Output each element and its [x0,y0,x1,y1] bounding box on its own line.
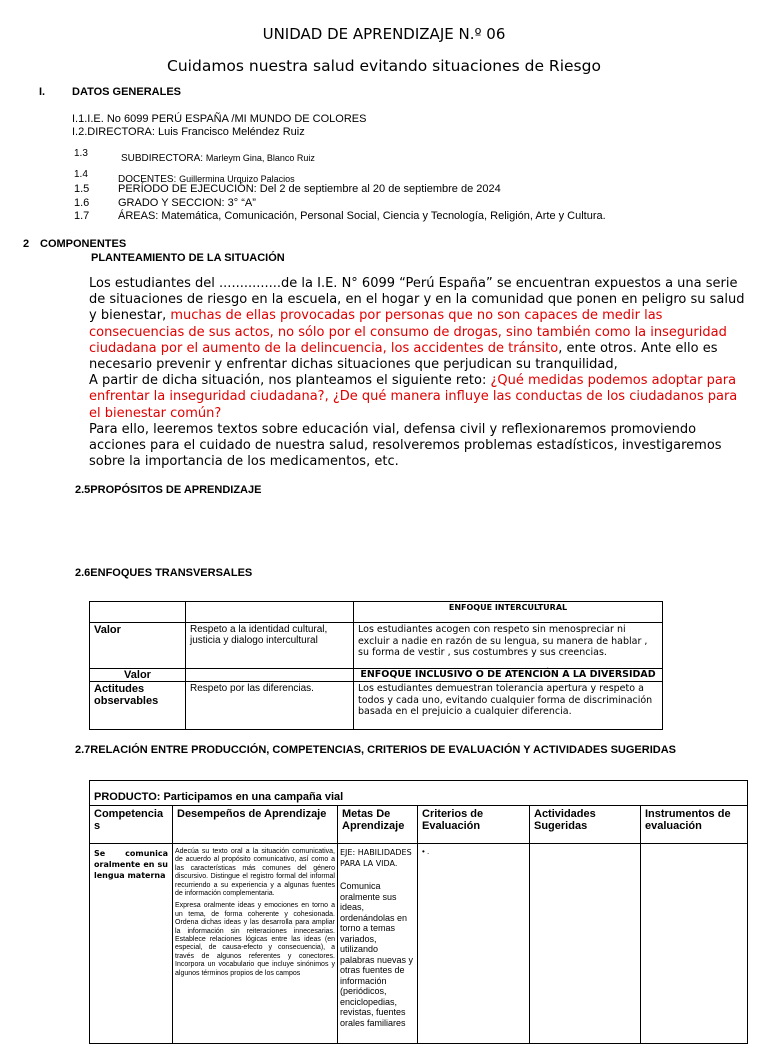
unit-subtitle: Cuidamos nuestra salud evitando situaciones de Riesgo [167,57,601,75]
situation-paragraph [89,276,749,470]
section-num: 2.7 [75,744,91,756]
valor-label: Valor [90,623,186,669]
para-text: A partir de dicha situación, nos planteamos el siguiente reto: [89,373,491,389]
column-header: Actividades Sugeridas [530,806,641,844]
instrumentos-cell [641,844,748,1044]
section-2-heading: COMPONENTES [40,238,127,250]
section-title: RELACIÓN ENTRE PRODUCCIÓN, COMPETENCIAS, CRITERIOS DE EVALUACIÓN Y ACTIVIDADES SUGERIDAS [90,744,676,756]
enfoque-inclusivo-header: ENFOQUE INCLUSIVO O DE ATENCIÓN A LA DIVERSIDAD [354,669,663,682]
table-cell [90,602,186,623]
actividades-cell [530,844,641,1044]
datos-item-6-num: 1.6 [74,197,90,209]
section-2-5-heading [75,484,261,496]
section-2-6-heading [75,567,252,579]
datos-item-text: Guillermina Urquizo Palacios [179,174,295,184]
datos-item-num: I.1. [72,113,88,125]
section-title: ENFOQUES TRANSVERSALES [90,567,253,579]
section-1-number: I. [39,86,46,98]
datos-item-4-num: 1.4 [74,169,88,180]
datos-item-7: ÁREAS: Matemática, Comunicación, Personal Social, Ciencia y Tecnología, Religión, Arte y Cultura. [118,210,606,222]
actitudes-label: Actitudes observables [90,682,186,730]
column-header: Metas De Aprendizaje [338,806,418,844]
datos-item-text: I.E. No 6099 PERÚ ESPAÑA /MI MUNDO DE COLORES [87,113,367,125]
datos-item-label: DOCENTES: [118,174,180,185]
challenge-question: ¿Qué medidas podemos adoptar para enfrentar la inseguridad ciudadana?, ¿De qué manera influye las conductas de los ciudadanos para el bienestar común? [89,373,738,421]
para-text: , ente otros. Ante ello es necesario prevenir y enfrentar dichas situaciones que perjudican su tranquilidad, [89,340,718,373]
unit-title: UNIDAD DE APRENDIZAJE N.º 06 [262,25,506,43]
table-row [90,806,748,844]
datos-item-label: SUBDIRECTORA: [121,153,206,164]
column-header: Instrumentos de evaluación [641,806,748,844]
section-1-heading: DATOS GENERALES [72,86,181,98]
datos-item-1 [72,113,366,125]
desempeno-text: Expresa oralmente ideas y emociones en torno a un tema, de forma coherente y cohesionada. Ordena dichas ideas y las desarrolla para ampliar la información sin reiteraciones innecesarias. Establece relaciones lógicas entre las ideas (en especial, de causa-efecto y consecuencia), a través de algunos referentes y conectores. Incorpora un vocabulario que incluye sinónimos y algunos términos propios de los campos [175,902,335,977]
table-row [90,781,748,806]
datos-item-6: GRADO Y SECCION: 3° “A” [118,197,256,209]
table-row [90,602,663,623]
datos-item-5: PERÍODO DE EJECUCIÓN: Del 2 de septiembre al 20 de septiembre de 2024 [118,183,501,195]
datos-item-text: DIRECTORA: Luis Francisco Meléndez Ruiz [87,126,305,138]
situation-heading: PLANTEAMIENTO DE LA SITUACIÓN [91,252,285,264]
enfoque-intercultural-header: ENFOQUE INTERCULTURAL [354,602,663,623]
criterios-cell: • . [418,844,530,1044]
column-header: Desempeños de Aprendizaje [173,806,338,844]
table-row [90,623,663,669]
para-text: Para ello, leeremos textos sobre educación vial, defensa civil y reflexionaremos promoviendo acciones para el cuidado de nuestra salud, resolveremos problemas estadísticos, investigaremos sobre la importancia de los medicamentos, etc. [89,421,722,470]
metas-eje: EJE: HABILIDADES PARA LA VIDA. [340,848,412,868]
section-2-7-heading [75,744,676,756]
valor-description: Los estudiantes acogen con respeto sin menospreciar ni excluir a nadie en razón de su lengua, su manera de hablar , su forma de vestir , sus costumbres y sus creencias. [354,623,663,669]
producto-label: PRODUCTO: Participamos en una campaña vial [90,781,748,806]
enfoques-table [89,601,663,730]
datos-item-5-num: 1.5 [74,183,90,195]
table-row [90,669,663,682]
para-text: Los estudiantes del ...............de la I.E. N° 6099 “Perú España” se encuentran expuestos a una serie de situaciones de riesgo en la escuela, en el hogar y en la comunidad que ponen en peligro su salud y bienestar, [89,276,745,324]
valor-text: Respeto a la identidad cultural, justicia y dialogo intercultural [186,623,354,669]
competencia-cell: Se comunica oralmente en su lengua materna [90,844,173,1044]
valor-label-2: Valor [90,669,186,682]
section-num: 2.6 [75,567,91,579]
section-2-number: 2 [23,238,30,250]
actitudes-description: Los estudiantes demuestran tolerancia apertura y respeto a todos y cada uno, evitando cualquier forma de discriminación basada en el prejuicio a cualquier diferencia. [354,682,663,730]
para-highlight: muchas de ellas provocadas por personas que no son capaces de medir las consecuencias de sus actos, no sólo por el consumo de drogas, sino también como la inseguridad ciudadana por el aumento de la delincuencia, los accidentes de tránsito [89,308,727,356]
desempenos-cell [173,844,338,1044]
actitudes-text: Respeto por las diferencias. [186,682,354,730]
metas-cell [338,844,418,1044]
datos-item-text: Marleym Gina, Blanco Ruiz [205,153,315,163]
table-cell [186,669,354,682]
table-cell [186,602,354,623]
section-title: PROPÓSITOS DE APRENDIZAJE [90,484,262,496]
datos-item-2 [72,126,305,138]
column-header: Competencia s [90,806,173,844]
table-row [90,844,748,1044]
datos-item-3 [121,148,315,166]
section-num: 2.5 [75,484,91,496]
datos-item-7-num: 1.7 [74,210,90,222]
producto-table [89,780,748,1044]
datos-item-3-num: 1.3 [74,148,88,159]
metas-text: Comunica oralmente sus ideas, ordenándolas en torno a temas variados, utilizando palabras nuevas y otras fuentes de información (periódicos, enciclopedias, revistas, fuentes orales familiares [340,881,414,1028]
desempeno-text: Adecúa su texto oral a la situación comunicativa, de acuerdo al propósito comunicativo, así como a las características más comunes del género discursivo. Distingue el registro formal del informal recurriendo a su experiencia y a algunas fuentes de información complementaria. [175,848,335,898]
datos-item-num: I.2. [72,126,88,138]
table-row [90,682,663,730]
column-header: Criterios de Evaluación [418,806,530,844]
